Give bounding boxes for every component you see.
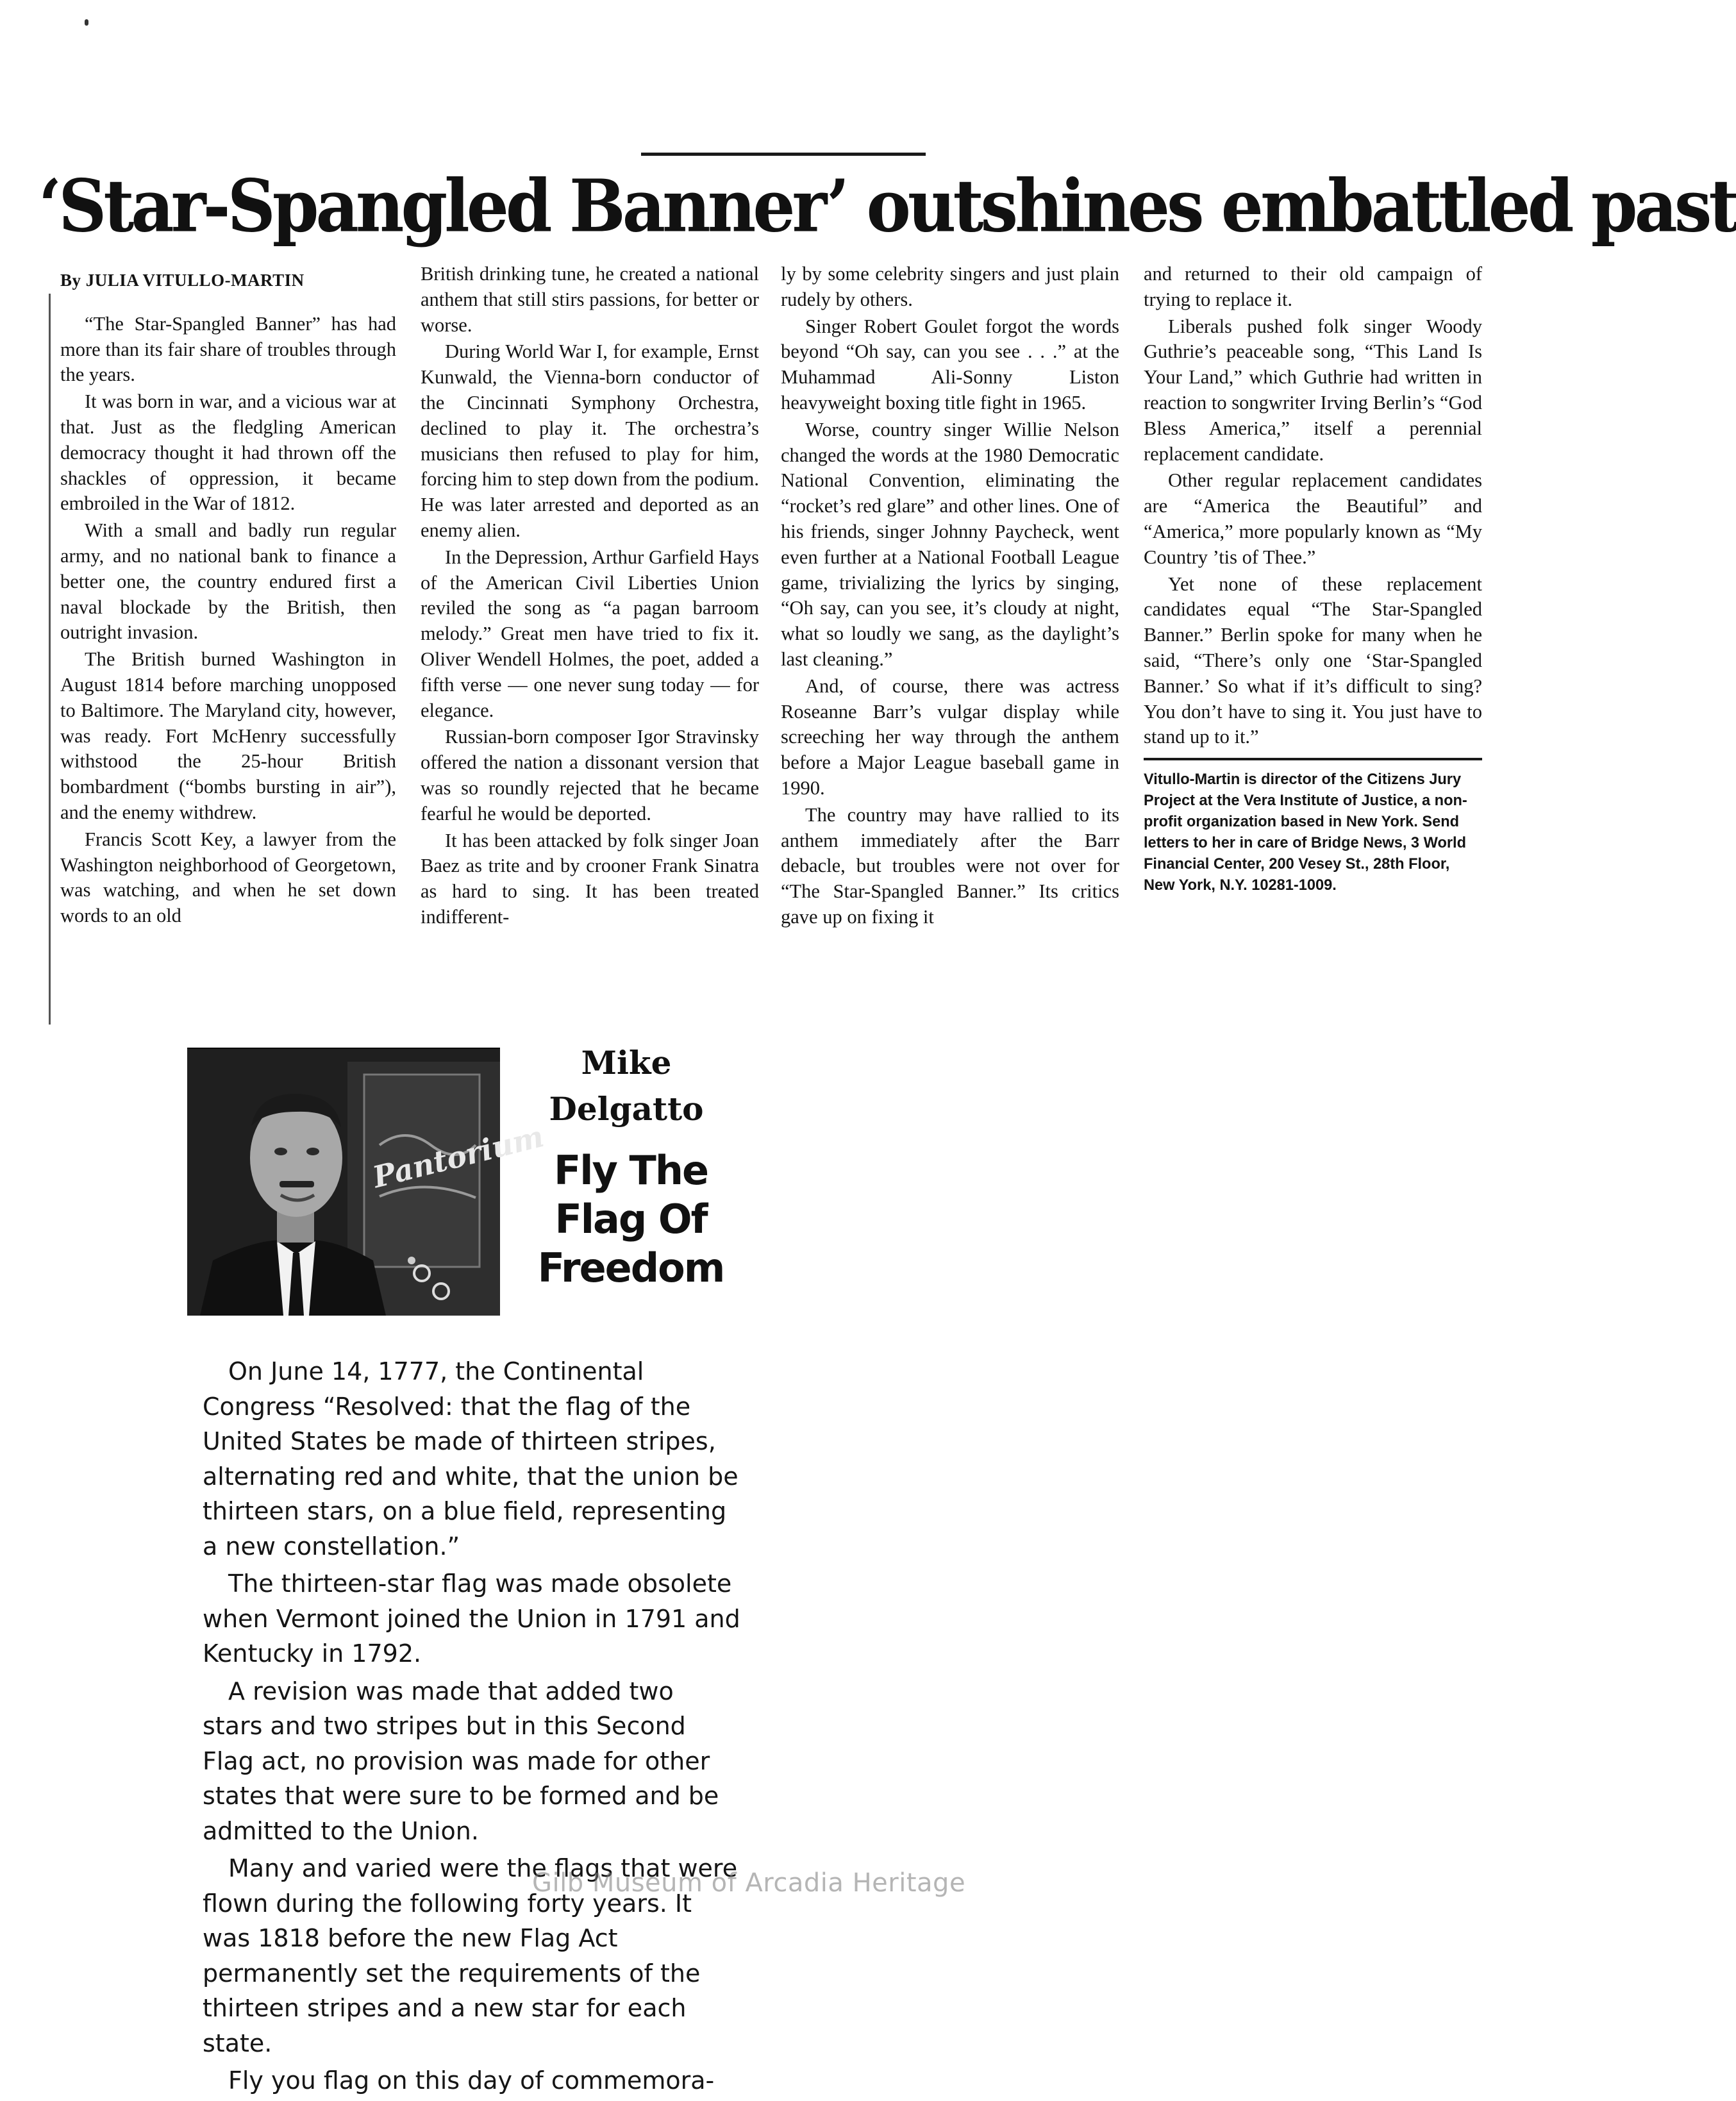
article-headline: ‘Star-Spangled Banner’ outshines embattled past <box>38 163 1736 249</box>
paragraph: The thirteen-star flag was made obsolete when Vermont joined the Union in 1791 and Kentucky in 1792. <box>203 1569 740 1668</box>
paragraph: Russian-born composer Igor Stravinsky offered the nation a dissonant version that was so roundly rejected that he became fearful he would be deported. <box>421 726 759 824</box>
flag-history-text <box>203 1354 741 2101</box>
article-byline: By JULIA VITULLO-MARTIN <box>60 271 305 290</box>
paragraph: and returned to their old campaign of trying to replace it. <box>1144 263 1482 310</box>
ad-name-last: Delgatto <box>549 1090 704 1128</box>
delgatto-photo <box>187 1049 547 1316</box>
paragraph: And, of course, there was actress Roseanne Barr’s vulgar display while screeching her way through the anthem before a Major League baseball game in 1990. <box>781 674 1119 799</box>
paragraph: Yet none of these replacement candidates equal “The Star-Spangled Banner.” Berlin spoke for many when he said, “There’s only one ‘Star-Spangled Banner.’ So what if it’s difficult to sing? You don’t have to sing it. You just have to stand up to it.” <box>1144 573 1482 748</box>
paragraph: Liberals pushed folk singer Woody Guthrie’s peaceable song, “This Land Is Your Land,” which Guthrie had written in reaction to songwriter Irving Berlin’s “God Bless America,” itself a perennial replacement candidate. <box>1144 315 1482 465</box>
paragraph: Many and varied were the flags that were flown during the following forty years. It was 1818 before the new Flag Act permanently set the requirements of the thirteen stripes and a new star for each state. <box>203 1854 738 2057</box>
paragraph: With a small and badly run regular army, and no national bank to finance a better one, the country endured first a naval blockade by the British, then outright invasion. <box>60 519 396 644</box>
paragraph: British drinking tune, he created a national anthem that still stirs passions, for better or worse. <box>421 263 759 336</box>
ad-name-first: Mike <box>581 1044 672 1082</box>
ad-slogan <box>515 1146 746 1293</box>
paragraph: Worse, country singer Willie Nelson changed the words at the 1980 Democratic National Convention, eliminating the “rocket’s red glare” and other lines. One of his friends, singer Johnny Paycheck, went even further at a National Football League game, trivializing the lyrics by singing, “Oh say, can you see, it’s cloudy at night, what so loudly we sang, as the daylight’s last cleaning.” <box>781 418 1119 670</box>
paragraph: Other regular replacement candidates are “America the Beautiful” and “America,” more popularly known as “My Country ’tis of Thee.” <box>1144 469 1482 568</box>
paragraph: Fly you flag on this day of commemora- <box>228 2066 715 2095</box>
paragraph: On June 14, 1777, the Continental Congress “Resolved: that the flag of the United States be made of thirteen stripes, alternating red and white, that the union be thirteen stars, on a blue field, representing a new constellation.” <box>203 1357 739 1561</box>
article-column-3 <box>781 262 1119 1031</box>
article-column-2 <box>421 262 759 1031</box>
paragraph: Francis Scott Key, a lawyer from the Washington neighborhood of Georgetown, was watching, and when he set down words to an old <box>60 828 396 927</box>
slogan-line: Fly The <box>553 1147 708 1194</box>
slogan-line: Flag Of <box>555 1196 707 1243</box>
portrait-illustration <box>187 1049 547 1316</box>
paragraph: It was born in war, and a vicious war at that. Just as the fledgling American democracy thought it had thrown off the shackles of oppression, it became embroiled in the War of 1812. <box>60 390 396 515</box>
paragraph: The country may have rallied to its anthem immediately after the Barr debacle, but troubles were not over for “The Star-Spangled Banner.” Its critics gave up on fixing it <box>781 803 1119 928</box>
paragraph: During World War I, for example, Ernst Kunwald, the Vienna-born conductor of the Cincinnati Symphony Orchestra, declined to play it. The orchestra’s musicians then refused to play for him, forcing him to step down from the podium. He was later arrested and deported as an enemy alien. <box>421 340 759 541</box>
author-bio: Vitullo-Martin is director of the Citizens Jury Project at the Vera Institute of Justice, a non-profit organization based in New York. Send letters to her in care of Bridge News, 3 World Financial Center, 200 Vesey St., 28th Floor, New York, N.Y. 10281-1009. <box>1144 771 1467 894</box>
paragraph: A revision was made that added two stars and two stripes but in this Second Flag act, no provision was made for other states that were sure to be formed and be admitted to the Union. <box>203 1677 719 1845</box>
pantorium-sign-text: Pantorium <box>369 1119 547 1195</box>
article-column-4 <box>1144 262 1482 1031</box>
ad-name <box>521 1040 732 1132</box>
paragraph: The British burned Washington in August 1814 before marching unopposed to Baltimore. The Maryland city, however, was ready. Fort McHenry successfully withstood the 25-hour British bombardment (“bombs bursting in air”), and the enemy withdrew. <box>60 648 396 823</box>
paragraph: Singer Robert Goulet forgot the words beyond “Oh say, can you see . . .” at the Muhammad Ali-Sonny Liston heavyweight boxing title fight in 1965. <box>781 315 1119 414</box>
museum-watermark: Gilb Museum of Arcadia Heritage <box>532 1868 966 1898</box>
bio-divider <box>1144 758 1482 760</box>
article-column-1 <box>60 262 396 1031</box>
paragraph: It has been attacked by folk singer Joan Baez as trite and by crooner Frank Sinatra as hard to sing. It has been treated indifferent- <box>421 829 759 928</box>
paragraph: In the Depression, Arthur Garfield Hays of the American Civil Liberties Union reviled the song as “a pagan barroom melody.” Great men have tried to fix it. Oliver Wendell Holmes, the poet, added a fifth verse — one never sung today — for elegance. <box>421 546 759 721</box>
paragraph: “The Star-Spangled Banner” has had more than its fair share of troubles through the years. <box>60 312 396 386</box>
paragraph: ly by some celebrity singers and just plain rudely by others. <box>781 263 1119 310</box>
scan-speck <box>85 19 88 26</box>
slogan-line: Freedom <box>537 1244 724 1291</box>
header-rule <box>641 153 926 156</box>
column-margin-line <box>49 294 51 1025</box>
